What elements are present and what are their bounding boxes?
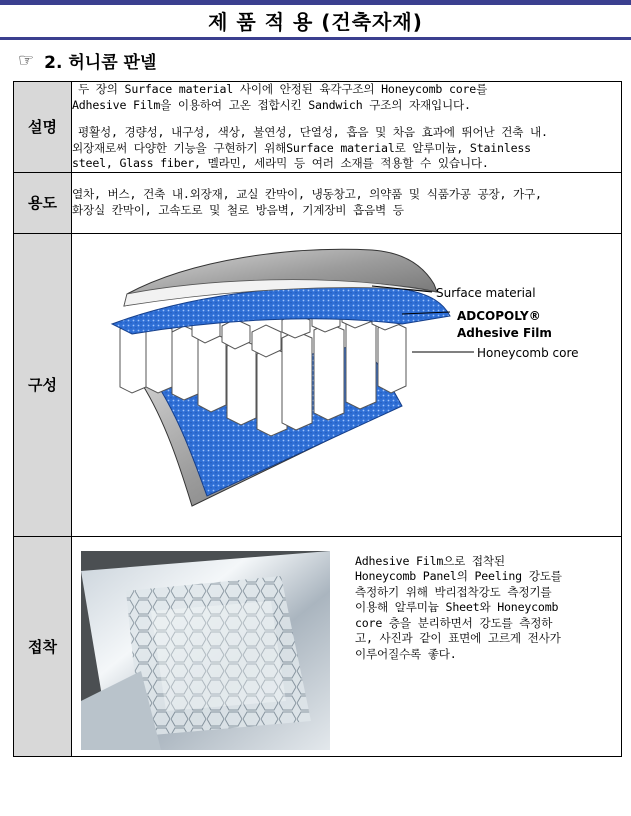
label-adhesion: 접착 — [14, 536, 72, 756]
usage-line: 화장실 칸막이, 고속도로 및 철로 방음벽, 기계장비 흡음벽 등 — [72, 202, 404, 217]
row-description — [14, 82, 622, 173]
label-adhesive-film: Adhesive Film — [457, 325, 552, 340]
row-adhesion — [14, 536, 622, 756]
spec-table — [13, 81, 622, 757]
description-line: 두 장의 Surface material 사이에 안정된 육각구조의 Honeycomb core를 — [78, 82, 488, 96]
section-heading — [18, 48, 156, 73]
description-line: steel, Glass fiber, 멜라민, 세라믹 등 여러 소재를 적용할 수 있습니다. — [72, 156, 489, 170]
page-title: 제 품 적 용 (건축자재) — [208, 10, 423, 34]
description-line: 외장재로써 다양한 기능을 구현하기 위해Surface material로 알루미늄, Stainless — [72, 140, 531, 155]
pointing-hand-icon: ☞ — [18, 50, 35, 71]
description-line: 평활성, 경량성, 내구성, 색상, 불연성, 단열성, 흡음 및 차음 효과에 뛰어난 건축 내. — [78, 125, 548, 139]
title-underline — [0, 37, 631, 40]
label-usage: 용도 — [14, 172, 72, 233]
label-adcopoly: ADCOPOLY® — [457, 308, 541, 323]
row-composition — [14, 233, 622, 536]
label-description: 설명 — [14, 82, 72, 173]
label-composition: 구성 — [14, 233, 72, 536]
top-color-bar — [0, 0, 631, 5]
adhesion-line: core 층을 분리하면서 강도를 측정하 — [355, 615, 553, 630]
adhesion-line: 이루어질수록 좋다. — [355, 646, 457, 661]
adhesion-line: 이용해 알루미늄 Sheet와 Honeycomb — [355, 600, 559, 614]
composition-diagram-cell — [72, 233, 622, 536]
adhesion-line: 측정하기 위해 박리접착강도 측정기를 — [355, 584, 552, 599]
label-honeycomb-core: Honeycomb core — [477, 345, 579, 360]
adhesion-line: Honeycomb Panel의 Peeling 강도를 — [355, 569, 562, 583]
peeling-test-photo — [81, 551, 330, 750]
honeycomb-panel-diagram — [72, 234, 623, 532]
adhesion-line: Adhesive Film으로 접착된 — [355, 553, 505, 568]
adhesion-text — [355, 554, 617, 663]
row-usage — [14, 172, 622, 233]
adhesion-line: 고, 사진과 같이 표면에 고르게 전사가 — [355, 631, 561, 645]
description-text — [72, 82, 622, 173]
label-surface-material: Surface material — [436, 285, 536, 300]
adhesion-cell — [72, 536, 622, 756]
description-line: Adhesive Film을 이용하여 고온 접합시킨 Sandwich 구조의 자재입니다. — [72, 97, 471, 112]
section-title: 2. 허니콤 판넬 — [44, 53, 157, 73]
usage-line: 열차, 버스, 건축 내.외장재, 교실 칸막이, 냉동창고, 의약품 및 식품가공 공장, 가구, — [72, 187, 542, 201]
usage-text — [72, 172, 622, 233]
